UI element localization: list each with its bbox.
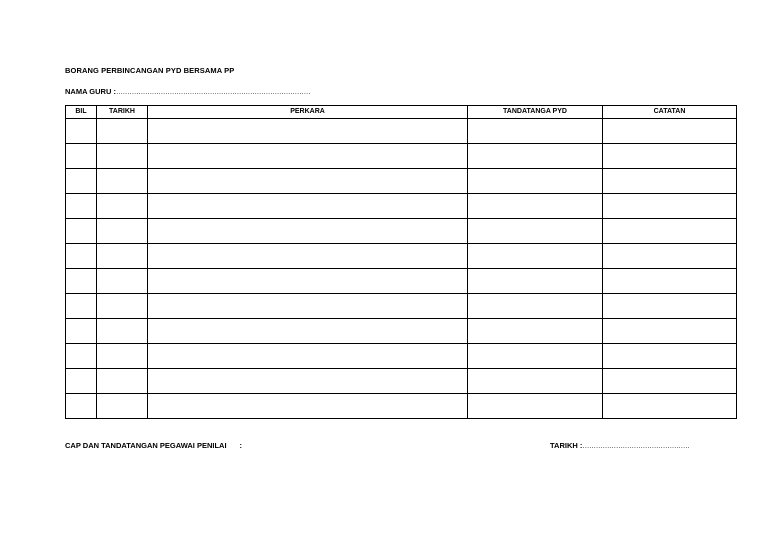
column-header-bil: BIL [66,106,97,119]
cell-tarikh[interactable] [97,394,148,419]
cell-tarikh[interactable] [97,319,148,344]
table-row [66,394,737,419]
footer-date-label: TARIKH : [550,441,583,450]
cell-bil[interactable] [66,119,97,144]
column-header-tandatangan-pyd: TANDATANGA PYD [468,106,603,119]
table-row [66,119,737,144]
cell-perkara[interactable] [148,369,468,394]
footer-date-line [550,441,690,450]
table-row [66,344,737,369]
cell-catatan[interactable] [603,294,737,319]
column-header-catatan: CATATAN [603,106,737,119]
cell-bil[interactable] [66,369,97,394]
cell-tandatangan-pyd[interactable] [468,194,603,219]
cell-bil[interactable] [66,269,97,294]
form-title: BORANG PERBINCANGAN PYD BERSAMA PP [65,66,235,75]
cell-bil[interactable] [66,194,97,219]
table-row [66,144,737,169]
cell-tarikh[interactable] [97,344,148,369]
cell-catatan[interactable] [603,369,737,394]
discussion-table [65,105,737,419]
cell-tandatangan-pyd[interactable] [468,394,603,419]
cell-tarikh[interactable] [97,169,148,194]
cell-tandatangan-pyd[interactable] [468,244,603,269]
cell-tarikh[interactable] [97,119,148,144]
cell-tarikh[interactable] [97,194,148,219]
column-header-tarikh: TARIKH [97,106,148,119]
teacher-name-line [65,87,310,96]
cell-bil[interactable] [66,394,97,419]
cell-perkara[interactable] [148,294,468,319]
cell-perkara[interactable] [148,319,468,344]
table-row [66,269,737,294]
table-row [66,169,737,194]
cell-catatan[interactable] [603,194,737,219]
cell-tandatangan-pyd[interactable] [468,144,603,169]
cell-catatan[interactable] [603,219,737,244]
cell-tandatangan-pyd[interactable] [468,269,603,294]
cell-bil[interactable] [66,344,97,369]
stamp-signature-line [65,441,242,450]
cell-bil[interactable] [66,294,97,319]
table-row [66,294,737,319]
cell-tarikh[interactable] [97,269,148,294]
table-header-row [66,106,737,119]
column-header-perkara: PERKARA [148,106,468,119]
table-row [66,194,737,219]
table-row [66,219,737,244]
cell-catatan[interactable] [603,269,737,294]
cell-perkara[interactable] [148,344,468,369]
table-row [66,369,737,394]
cell-tarikh[interactable] [97,294,148,319]
cell-catatan[interactable] [603,244,737,269]
cell-perkara[interactable] [148,269,468,294]
footer-date-blank[interactable]: ………………………………………… [582,443,690,450]
cell-tarikh[interactable] [97,219,148,244]
cell-perkara[interactable] [148,244,468,269]
teacher-name-label: NAMA GURU : [65,87,116,96]
cell-perkara[interactable] [148,219,468,244]
cell-tandatangan-pyd[interactable] [468,219,603,244]
cell-perkara[interactable] [148,144,468,169]
cell-bil[interactable] [66,169,97,194]
cell-catatan[interactable] [603,169,737,194]
cell-perkara[interactable] [148,169,468,194]
cell-catatan[interactable] [603,119,737,144]
cell-bil[interactable] [66,244,97,269]
cell-tarikh[interactable] [97,369,148,394]
stamp-signature-label: CAP DAN TANDATANGAN PEGAWAI PENILAI [65,441,227,450]
stamp-signature-colon: : [239,441,243,450]
cell-catatan[interactable] [603,394,737,419]
cell-tandatangan-pyd[interactable] [468,169,603,194]
cell-tandatangan-pyd[interactable] [468,369,603,394]
cell-perkara[interactable] [148,194,468,219]
cell-catatan[interactable] [603,319,737,344]
cell-bil[interactable] [66,144,97,169]
cell-bil[interactable] [66,319,97,344]
cell-bil[interactable] [66,219,97,244]
cell-perkara[interactable] [148,394,468,419]
cell-tandatangan-pyd[interactable] [468,119,603,144]
cell-tandatangan-pyd[interactable] [468,344,603,369]
cell-perkara[interactable] [148,119,468,144]
teacher-name-blank[interactable]: …………………………………………………………………………… [115,89,311,96]
cell-tandatangan-pyd[interactable] [468,319,603,344]
cell-tarikh[interactable] [97,244,148,269]
cell-tandatangan-pyd[interactable] [468,294,603,319]
table-row [66,244,737,269]
table-row [66,319,737,344]
table-body [66,119,737,419]
cell-tarikh[interactable] [97,144,148,169]
cell-catatan[interactable] [603,144,737,169]
cell-catatan[interactable] [603,344,737,369]
